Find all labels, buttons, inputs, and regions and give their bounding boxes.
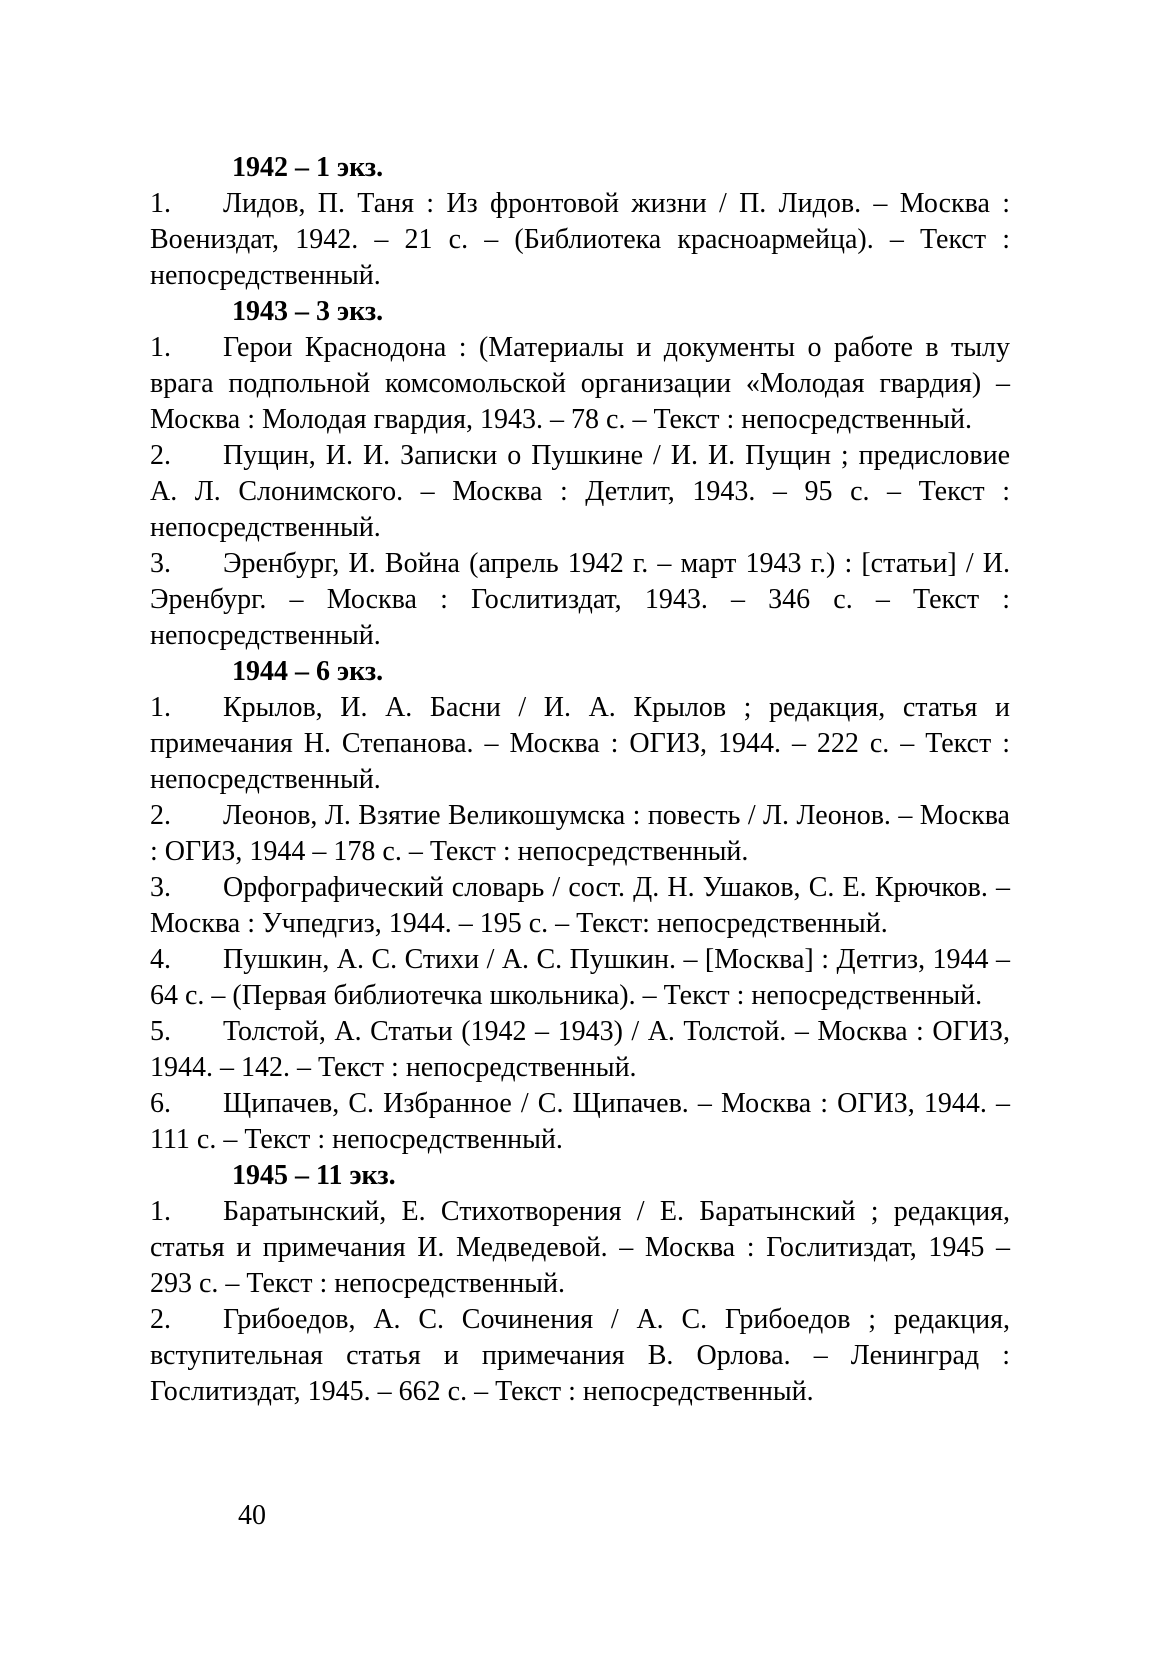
year-heading: 1944 – 6 экз. — [232, 656, 384, 687]
year-section — [150, 294, 1010, 654]
entry-number: 1. — [150, 692, 171, 723]
entry-number: 3. — [150, 872, 171, 903]
entry-text: Баратынский, Е. Стихотворения / Е. Баратынский ; редакция, статья и примечания И. Медведевой. – Москва : Гослитиздат, 1945 – 293 с. – Текст : непосредственный. — [150, 1196, 1010, 1299]
year-section — [150, 654, 1010, 1158]
bibliography-entry — [150, 186, 1010, 294]
entry-text: Леонов, Л. Взятие Великошумска : повесть / Л. Леонов. – Москва : ОГИЗ, 1944 – 178 с. – Текст : непосредственный. — [150, 800, 1010, 867]
entry-number: 1. — [150, 332, 171, 363]
bibliography-entry — [150, 330, 1010, 438]
entry-text: Герои Краснодона : (Материалы и документы о работе в тылу врага подпольной комсомольской организации «Молодая гвардия) – Москва : Молодая гвардия, 1943. – 78 с. – Текст : непосредственный. — [150, 332, 1010, 435]
entry-number: 4. — [150, 944, 171, 975]
year-heading: 1942 – 1 экз. — [232, 152, 384, 183]
bibliography-entry — [150, 798, 1010, 870]
entry-text: Эренбург, И. Война (апрель 1942 г. – март 1943 г.) : [статьи] / И. Эренбург. – Москва : Гослитиздат, 1943. – 346 с. – Текст : непосредственный. — [150, 548, 1010, 651]
entry-number: 2. — [150, 800, 171, 831]
entry-text: Пушкин, А. С. Стихи / А. С. Пушкин. – [Москва] : Детгиз, 1944 – 64 с. – (Первая библиотечка школьника). – Текст : непосредственный. — [150, 944, 1010, 1011]
bibliography-entry — [150, 1194, 1010, 1302]
entry-number: 1. — [150, 1196, 171, 1227]
year-heading: 1945 – 11 экз. — [232, 1160, 396, 1191]
entry-text: Пущин, И. И. Записки о Пушкине / И. И. Пущин ; предисловие А. Л. Слонимского. – Москва : Детлит, 1943. – 95 с. – Текст : непосредственный. — [150, 440, 1010, 543]
bibliography-entry — [150, 438, 1010, 546]
entry-number: 6. — [150, 1088, 171, 1119]
entry-text: Грибоедов, А. С. Сочинения / А. С. Грибоедов ; редакция, вступительная статья и примечания В. Орлова. – Ленинград : Гослитиздат, 1945. – 662 с. – Текст : непосредственный. — [150, 1304, 1010, 1407]
bibliography-entry — [150, 1086, 1010, 1158]
entry-number: 2. — [150, 1304, 171, 1335]
entry-number: 1. — [150, 188, 171, 219]
bibliography-entry — [150, 1014, 1010, 1086]
entry-number: 3. — [150, 548, 171, 579]
entry-number: 5. — [150, 1016, 171, 1047]
year-heading: 1943 – 3 экз. — [232, 296, 384, 327]
entry-text: Крылов, И. А. Басни / И. А. Крылов ; редакция, статья и примечания Н. Степанова. – Москва : ОГИЗ, 1944. – 222 с. – Текст : непосредственный. — [150, 692, 1010, 795]
bibliography-entry — [150, 690, 1010, 798]
year-section — [150, 1158, 1010, 1410]
page-number: 40 — [238, 1500, 266, 1531]
bibliography-entry — [150, 942, 1010, 1014]
entry-text: Орфографический словарь / сост. Д. Н. Ушаков, С. Е. Крючков. – Москва : Учпедгиз, 1944. – 195 с. – Текст: непосредственный. — [150, 872, 1010, 939]
entry-number: 2. — [150, 440, 171, 471]
year-section — [150, 150, 1010, 294]
entry-text: Лидов, П. Таня : Из фронтовой жизни / П. Лидов. – Москва : Воениздат, 1942. – 21 с. – (Библиотека красноармейца). – Текст : непосредственный. — [150, 188, 1010, 291]
entry-text: Щипачев, С. Избранное / С. Щипачев. – Москва : ОГИЗ, 1944. – 111 с. – Текст : непосредственный. — [150, 1088, 1010, 1155]
bibliography-entry — [150, 1302, 1010, 1410]
bibliography-entry — [150, 870, 1010, 942]
entry-text: Толстой, А. Статьи (1942 – 1943) / А. Толстой. – Москва : ОГИЗ, 1944. – 142. – Текст : непосредственный. — [150, 1016, 1010, 1083]
bibliography-list — [150, 150, 1010, 1410]
bibliography-entry — [150, 546, 1010, 654]
